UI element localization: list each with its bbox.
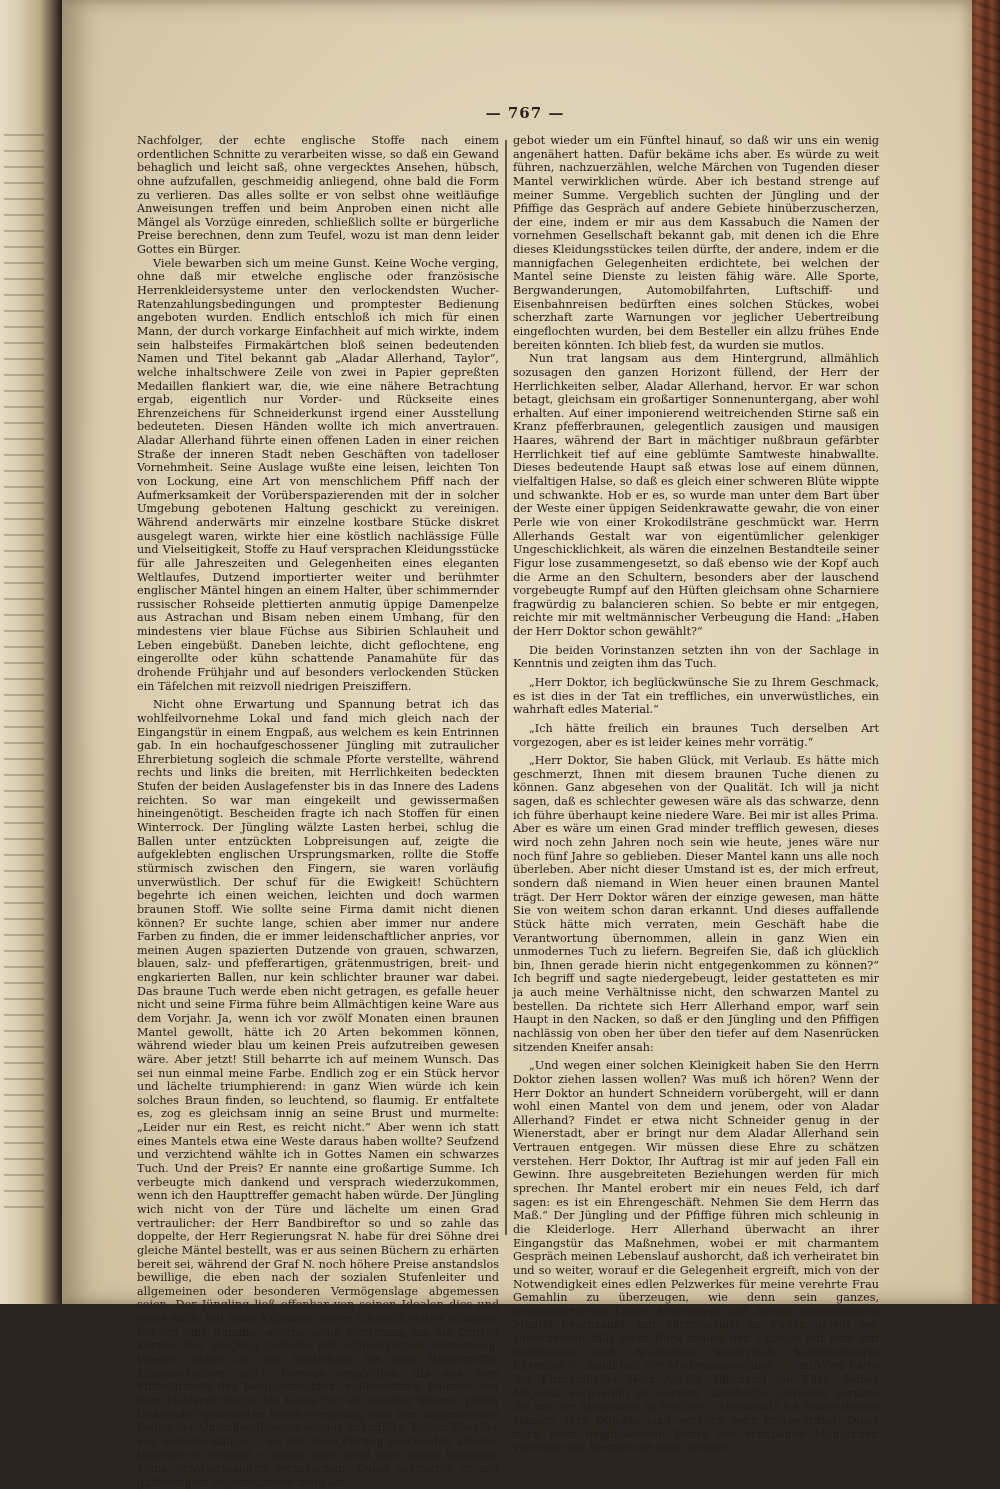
paragraph: gebot wieder um ein Fünftel hinauf, so daß wir uns ein wenig angenähert hatten. Dafür bekäme ichs aber. Es würde zu weit führen, nachzuerzählen, welche Märchen von Tugenden dieser Mantel verwirklichen würde. Aber ich bestand strenge auf meiner Summe. Vergeblich suchten der Jüngling und der Pfiffige das Gespräch auf andere Gebiete hinüberzuscherzen, der eine, indem er mir aus dem Kassabuch die Namen der vornehmen Gesellschaft bekannt gab, mit denen ich die Ehre dieses Kleidungsstückes teilen dürfte, der andere, indem er die mannigfachen Gelegenheiten erdichtete, bei welchen der Mantel seine Dienste zu leisten fähig wäre. Alle Sporte, Bergwanderungen, Automobilfahrten, Luftschiff- und Eisenbahnreisen bedürften eines solchen Stückes, wobei scherzhaft zarte Warnungen vor jeglicher Uebertreibung eingeflochten wurden, bei dem Besteller ein allzu frühes Ende bereiten könnten. Ich blieb fest, da wurden sie mutlos. <box>513 134 879 352</box>
column-divider <box>505 140 507 1235</box>
facing-page-text-edge <box>4 120 44 1220</box>
paragraph: Nun trat langsam aus dem Hintergrund, allmählich sozusagen den ganzen Horizont füllend, der Herr der Herrlichkeiten selber, Aladar Allerhand, hervor. Er war schon betagt, gleichsam ein großartiger Sonnenuntergang, aber wohl erhalten. Auf einer imponierend weitreichenden Stirne saß ein Kranz pfefferbraunen, gelegentlich zausigen und mausigen Haares, während der Bart in mächtiger nußbraun gefärbter Herrlichkeit tief auf eine geblümte Samtweste hinabwallte. Dieses bedeutende Haupt saß etwas lose auf einem dünnen, vielfaltigen Halse, so daß es gleich einer schweren Blüte wippte und schwankte. Hob er es, so wurde man unter dem Bart über der Weste einer üppigen Seidenkrawatte gewahr, die von einer Perle wie von einer Krokodilsträne geschmückt war. Herrn Allerhands Gestalt war von eigentümlicher gelenkiger Ungeschicklichkeit, als wären die einzelnen Bestandteile seiner Figur lose zusammengesetzt, so daß ebenso wie der Kopf auch die Arme an den Schultern, besonders aber der lauschend vorgebeugte Rumpf auf den Hüften gleichsam ohne Scharniere fragwürdig zu balancieren schien. So bebte er mir entgegen, reichte mir mit weltmännischer Verbeugung die Hand: „Haben der Herr Doktor schon gewählt?“ <box>513 352 879 639</box>
paragraph: „Herr Doktor, ich beglückwünsche Sie zu Ihrem Geschmack, es ist dies in der Tat ein treffliches, ein unverwüstliches, ein wahrhaft edles Material.“ <box>513 675 879 717</box>
paragraph: „Und wegen einer solchen Kleinigkeit haben Sie den Herrn Doktor ziehen lassen wollen? Was muß ich hören? Wenn der Herr Doktor an hundert Schneidern vorübergeht, will er dann wohl einen Mantel von dem und jenem, oder von Aladar Allerhand? Findet er etwa nicht Schneider genug in der Wienerstadt, aber er bringt nur dem Aladar Allerhand sein Vertrauen entgegen. Wir müssen diese Ehre zu schätzen verstehen. Herr Doktor, Ihr Auftrag ist mir auf jeden Fall ein Gewinn. Ihre ausgebreiteten Beziehungen werden für mich sprechen. Ihr Mantel erobert mir ein neues Feld, ich darf sagen: es ist ein Ehrengeschäft. Nehmen Sie dem Herrn das Maß.“ Der Jüngling und der Pfiffige führen mich schleunig in die Kleiderloge. Herr Allerhand überwacht an ihrer Eingangstür das Maßnehmen, wobei er mit charmantem Gespräch meinen Lebenslauf aushorcht, daß ich verheiratet bin und so weiter, worauf er die Gelegenheit ergreift, mich von der Notwendigkeit eines edlen Pelzwerkes für meine verehrte Frau Gemahlin zu überzeugen, wie denn sein ganzes, wohlassortiertes Lager, keineswegs auf diesen geringfügigen Mantel beschränkt, mir ehrerbietigst zu Füßen gelegt sei. Unterdessen fällt mein Blick neben den Spiegel auf eine mit Emblemen und Arabesken kunstreich kalligraphierte Ehrentafel: „Anläßlich der Modenausstellung . . . zu Wien hatte der Firmainhaber Herr Aladar Allerhand die Ehre, Seiner Majestät vorgestellt zu werden. Allerhöchst derselbe geruhte ihn mit der Ansprache zu beehren: ‚Allerhand? Ich kenne diesen Namen. Ihre Objekte sind wirklich sehr preiswürdig!‘ Diese mich hoch beglückenden Worte des erhabenen Monarchen verewige ich hiermit zur Ehre meines <box>513 1059 880 1455</box>
page-number: — 767 — <box>485 104 565 122</box>
text-column-right <box>513 134 880 1455</box>
paragraph: Viele bewarben sich um meine Gunst. Keine Woche verging, ohne daß mir etwelche englische oder französische Herrenkleidersysteme unter den verlockendsten Wucher-Ratenzahlungsbedingungen und promptester Bedienung angeboten wurden. Endlich entschloß ich mich für einen Mann, der durch vorkarge Einfachheit auf mich wirkte, indem sein halbsteifes Firmakärtchen bloß seinen bedeutenden Namen und Titel bekannt gab „Aladar Allerhand, Taylor“, welche inhaltschwere Zeile von zwei in Papier gepreßten Medaillen flankiert war, die, wie eine nähere Betrachtung ergab, eigentlich nur Vorder- und Rückseite eines Ehrenzeichens für Schneiderkunst irgend einer Ausstellung bedeuteten. Diesen Händen wollte ich mich anvertrauen. Aladar Allerhand führte einen offenen Laden in einer reichen Straße der inneren Stadt neben Geschäften von tadelloser Vornehmheit. Seine Auslage wußte eine leisen, leichten Ton von Lockung, eine Art von menschlichem Pfiff nach der Aufmerksamkeit der Vorüberspazierenden mit der in solcher Umgebung gebotenen Haltung geschickt zu vereinigen. Während anderwärts mir einzelne kostbare Stücke diskret ausgelegt waren, wirkte hier eine köstlich nachlässige Fülle und Vielseitigkeit, Stoffe zu Hauf versprachen Kleidungsstücke für alle Jahreszeiten und Gelegenheiten eines eleganten Weltlaufes, Dutzend importierter weiter und berühmter englischer Mäntel hingen an einem Halter, über schimmernder russischer Rohseide plettierten anmutig üppige Damenpelze aus Astrachan und Bisam neben einem Umhang, für den mindestens vier blaue Füchse aus Sibirien Schlauheit und Leben eingebüßt. Daneben leichte, dicht geflochtene, eng eingerollte oder kühn schattende Panamahüte für das drohende Frühjahr und auf besonders verlockenden Stücken ein Täfelchen mit reizvoll niedrigen Preisziffern. <box>137 256 499 693</box>
paragraph: Nachfolger, der echte englische Stoffe nach einem ordentlichen Schnitte zu verarbeiten wisse, so daß ein Gewand behaglich und leicht saß, ohne vergecktes Ansehen, hübsch, ohne aufzufallen, geschmeidig anliegend, ohne bald die Form zu verlieren. Das alles sollte er von selbst ohne weitläufige Anweisungen treffen und beim Anproben einen nicht alle Mängel als Vorzüge einreden, schließlich sollte er bürgerliche Preise berechnen, denn zum Teufel, wozu ist man denn leider Gottes ein Bürger. <box>137 134 499 257</box>
paragraph: „Herr Doktor, Sie haben Glück, mit Verlaub. Es hätte mich geschmerzt, Ihnen mit diesem braunen Tuche dienen zu können. Ganz abgesehen von der Qualität. Ich will ja nicht sagen, daß es schlechter gewesen wäre als das schwarze, denn ich führe überhaupt keine niedere Ware. Bei mir ist alles Prima. Aber es wäre um einen Grad minder trefflich gewesen, dieses wird noch zehn Jahren noch sein wie heute, jenes wäre nur noch fünf Jahre so geblieben. Dieser Mantel kann uns alle noch überleben. Aber nicht dieser Umstand ist es, der mich erfreut, sondern daß niemand in Wien heuer einen braunen Mantel trägt. Der Herr Doktor wären der einzige gewesen, man hätte Sie von weitem schon daran erkannt. Und dieses auffallende Stück hätte mich verraten, mein Geschäft habe die Verantwortung übernommen, allein in ganz Wien ein unmodernes Tuch zu liefern. Begreifen Sie, daß ich glücklich bin, Ihnen gerade hierin nicht entgegenkommen zu können?“ Ich begriff und sagte niedergebeugt, leider gestatteten es mir ja auch meine Verhältnisse nicht, den schwarzen Mantel zu bestellen. Da richtete sich Herr Allerhand empor, warf sein Haupt in den Nacken, so daß er den Jüngling und den Pfiffigen nachlässig von oben her über den tiefer auf dem Nasenrücken sitzenden Kneifer ansah: <box>513 754 879 1054</box>
cover-edge-texture <box>972 0 1000 1304</box>
paragraph: Die beiden Vorinstanzen setzten ihn von der Sachlage in Kenntnis und zeigten ihm das Tuch. <box>513 643 879 671</box>
paragraph: Nicht ohne Erwartung und Spannung betrat ich das wohlfeilvornehme Lokal und fand mich gleich nach der Eingangstür in einem Engpaß, aus welchem es kein Entrinnen gab. In ein hochaufgeschossener Jüngling mit zutraulicher Ehrerbietung sogleich die schmale Pforte verstellte, während rechts und links die breiten, mit Herrlichkeiten bedeckten Stufen der beiden Auslagefenster bis in das Innere des Ladens reichten. So war man eingekeilt und gewissermaßen hineingenötigt. Bescheiden fragte ich nach Stoffen für einen Winterrock. Der Jüngling wälzte Lasten herbei, schlug die Ballen unter entzückten Lobpreisungen auf, zeigte die aufgeklebten englischen Ursprungsmarken, rollte die Stoffe stürmisch zwischen den Fingern, sie waren vorläufig unverwüstlich. Der schuf für die Ewigkeit! Schüchtern begehrte ich einen weichen, leichten und doch warmen braunen Stoff. Wie sollte seine Firma damit nicht dienen können? Er suchte lange, schien aber immer nur andere Farben zu finden, die er immer leidenschaftlicher anpries, vor meinen Augen spazierten Dutzende von grauen, schwarzen, blauen, salz- und pfefferartigen, grätenmustrigen, breit- und engkarierten Ballen, nur kein schlichter brauner war dabei. Das braune Tuch werde eben nicht getragen, es gefalle heuer nicht und seine Firma führe beim Allmächtigen keine Ware aus dem Vorjahr. Ja, wenn ich vor zwölf Monaten einen braunen Mantel gewollt, hätte ich 20 Arten bekommen können, während wieder blau um keinen Preis aufzutreiben gewesen wäre. Aber jetzt! Still beharrte ich auf meinem Wunsch. Das sei nun einmal meine Farbe. Endlich zog er ein Stück hervor und lächelte triumphierend: in ganz Wien würde ich kein solches Braun finden, so leuchtend, so flaumig. Er entfaltete es, zog es gleichsam innig an seine Brust und murmelte: „Leider nur ein Rest, es reicht nicht.“ Aber wenn ich statt eines Mantels etwa eine Weste daraus haben wollte? Seufzend und verzichtend wählte ich in Gottes Namen ein schwarzes Tuch. Und der Preis? Er nannte eine großartige Summe. Ich verbeugte mich dankend und versprach wiederzukommen, wenn ich den Haupttreffer gemacht haben würde. Der Jüngling wich nicht von der Türe und lächelte um einen Grad vertraulicher: der Herr Bandbireftor so und so zahle das doppelte, der Herr Regierungsrat N. habe für drei Söhne drei gleiche Mäntel bestellt, was er aus seinen Büchern zu erhärten bereit sei, während der Graf N. noch höhere Preise anstandslos bewillige, die eben nach der sozialen Stufenleiter und allgemeinen oder besonderen Vermögenslage abgemessen seien. Der Jüngling ließ offenbar von seinen Idealen dies und jenes nach. Mit einer Kühnheit, deren ich mich selber schämte, bot ich eine Summe, welche seine Forderung um ein Dritteil kürzte. Der Jüngling lächelte mit schmerzlicher Verneinung. Wieder wollte ich die Bestellung bis zum Haupttreffer hinausschieben, mich bestens empfehlen, als aus dem Mittelgrunde des langgestreckten, vollbesetzten Raumes von dem Holzverschlage der Kasse her ein zweiter kleiner, pfiffig lächelnder gewandter Mann vorsprang und den abgerissenen Faden der Unterhandlungen wieder anknüpfte. Einem Kavalier von meinem Range — als ich diese Ehrung bescheiden abwies, lächelte er tröstend — könne doch wohl eine solche Bagatelle keine Schwierigkeiten verursachen. Dabei schraubte er mit gutherzigem Augenblinzeln mein An- <box>137 698 499 1489</box>
text-column-left <box>137 134 499 1489</box>
book-binding-gutter <box>0 0 62 1304</box>
paragraph: „Ich hätte freilich ein braunes Tuch derselben Art vorgezogen, aber es ist leider keines mehr vorrätig.“ <box>513 721 879 749</box>
